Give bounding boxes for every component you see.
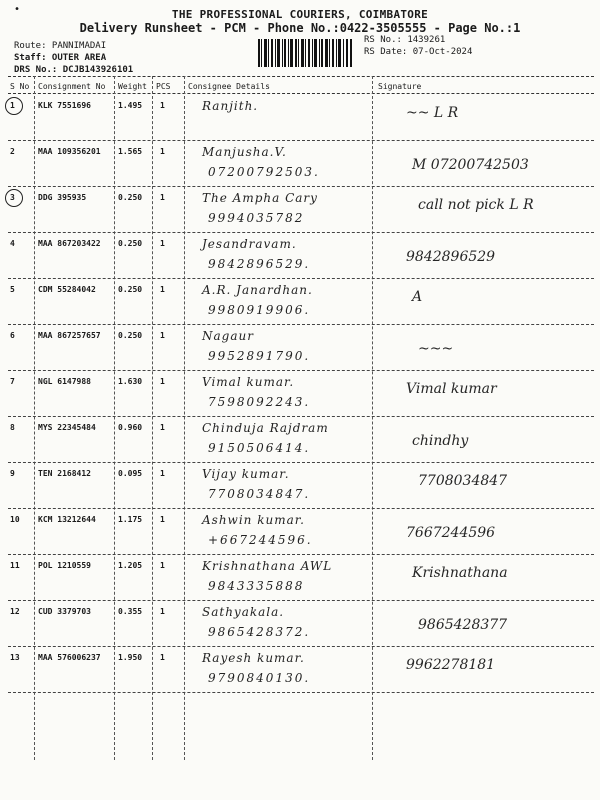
col-pcs: PCS (156, 82, 171, 91)
consignee-phone: 9994035782 (208, 211, 305, 225)
weight-value: 0.095 (118, 469, 143, 478)
consignee-phone: 9980919906. (208, 303, 311, 317)
pieces-value: 1 (160, 561, 165, 570)
serial-number: 4 (10, 239, 15, 248)
consignee-phone: 7598092243. (208, 395, 311, 409)
table-row (8, 95, 594, 141)
consignee-name: Vimal kumar. (202, 375, 295, 389)
weight-value: 1.950 (118, 653, 143, 662)
meta-left (14, 40, 133, 76)
consignee-phone: 9842896529. (208, 257, 311, 271)
route-text: Route: PANNIMADAI (14, 41, 107, 51)
circled-serial-mark (5, 97, 23, 115)
header-bottom-rule (8, 93, 594, 94)
weight-value: 0.250 (118, 193, 143, 202)
consignee-name: Ashwin kumar. (202, 513, 305, 527)
serial-number: 1 (10, 101, 15, 110)
consignment-number: MAA 867203422 (38, 239, 101, 248)
consignee-phone: +667244596. (208, 533, 313, 547)
consignment-number: KLK 7551696 (38, 101, 91, 110)
rs-date-text: RS Date: 07-Oct-2024 (364, 47, 473, 57)
consignee-name: Jesandravam. (202, 237, 297, 251)
pieces-value: 1 (160, 607, 165, 616)
pieces-value: 1 (160, 377, 165, 386)
pieces-value: 1 (160, 515, 165, 524)
pieces-value: 1 (160, 423, 165, 432)
table-row (8, 601, 594, 647)
pieces-value: 1 (160, 653, 165, 662)
serial-number: 3 (10, 193, 15, 202)
serial-number: 10 (10, 515, 20, 524)
weight-value: 1.495 (118, 101, 143, 110)
consignment-number: MYS 22345484 (38, 423, 96, 432)
serial-number: 11 (10, 561, 20, 570)
signature-scribble: Krishnathana (412, 565, 508, 581)
weight-value: 1.175 (118, 515, 143, 524)
staff-text: Staff: OUTER AREA (14, 53, 107, 63)
corner-mark: • (14, 4, 21, 15)
signature-scribble: Vimal kumar (406, 381, 497, 397)
serial-number: 7 (10, 377, 15, 386)
col-signature: Signature (378, 82, 422, 91)
serial-number: 8 (10, 423, 15, 432)
consignment-number: MAA 109356201 (38, 147, 101, 156)
table-row (8, 417, 594, 463)
table-row (8, 187, 594, 233)
table-row (8, 141, 594, 187)
serial-number: 12 (10, 607, 20, 616)
weight-value: 1.630 (118, 377, 143, 386)
signature-scribble: A (412, 289, 423, 305)
signature-scribble: call not pick L R (418, 197, 534, 213)
serial-number: 9 (10, 469, 15, 478)
consignee-name: Chinduja Rajdram (202, 421, 329, 435)
consignee-name: Vijay kumar. (202, 467, 290, 481)
company-title: THE PROFESSIONAL COURIERS, COIMBATORE (171, 8, 429, 21)
consignee-name: Ranjith. (202, 99, 259, 113)
signature-scribble: ~~ L R (406, 105, 459, 121)
consignee-phone: 7708034847. (208, 487, 311, 501)
table-row (8, 463, 594, 509)
serial-number: 2 (10, 147, 15, 156)
circled-serial-mark (5, 189, 23, 207)
serial-number: 6 (10, 331, 15, 340)
pieces-value: 1 (160, 193, 165, 202)
row-separator (8, 692, 594, 693)
consignment-number: DDG 395935 (38, 193, 87, 202)
consignee-name: Sathyakala. (202, 605, 285, 619)
signature-scribble: 9962278181 (406, 657, 496, 673)
col-sno: S No (10, 82, 30, 91)
weight-value: 0.960 (118, 423, 143, 432)
consignee-phone: 9952891790. (208, 349, 311, 363)
consignee-name: Manjusha.V. (202, 145, 287, 159)
col-consignment: Consignment No (38, 82, 106, 91)
consignee-phone: 07200792503. (208, 165, 320, 179)
consignee-name: A.R. Janardhan. (202, 283, 313, 297)
table-row (8, 371, 594, 417)
consignment-number: POL 1210559 (38, 561, 91, 570)
pieces-value: 1 (160, 147, 165, 156)
serial-number: 13 (10, 653, 20, 662)
weight-value: 1.205 (118, 561, 143, 570)
header-top-rule (8, 76, 594, 77)
consignee-name: The Ampha Cary (202, 191, 318, 205)
table-row (8, 279, 594, 325)
consignee-name: Rayesh kumar. (202, 651, 305, 665)
consignee-phone: 9150506414. (208, 441, 311, 455)
table-row (8, 233, 594, 279)
consignment-number: CUD 3379703 (38, 607, 91, 616)
consignee-name: Nagaur (202, 329, 254, 343)
drs-text: DRS No.: DCJB143926101 (14, 65, 134, 75)
table-row (8, 647, 594, 693)
serial-number: 5 (10, 285, 15, 294)
barcode-image (258, 39, 352, 67)
signature-scribble: ~~~ (418, 341, 454, 357)
consignment-number: MAA 576006237 (38, 653, 101, 662)
pieces-value: 1 (160, 285, 165, 294)
signature-scribble: chindhy (412, 433, 469, 449)
table-row (8, 555, 594, 601)
consignee-phone: 9790840130. (208, 671, 311, 685)
weight-value: 1.565 (118, 147, 143, 156)
consignment-number: KCM 13212644 (38, 515, 96, 524)
rs-no-text: RS No.: 1439261 (364, 35, 446, 45)
pieces-value: 1 (160, 331, 165, 340)
consignment-number: MAA 867257657 (38, 331, 101, 340)
consignee-name: Krishnathana AWL (202, 559, 333, 573)
weight-value: 0.250 (118, 285, 143, 294)
signature-scribble: 7708034847 (418, 473, 508, 489)
consignment-number: TEN 2168412 (38, 469, 91, 478)
pieces-value: 1 (160, 239, 165, 248)
col-weight: Weight (118, 82, 147, 91)
signature-scribble: M 07200742503 (412, 157, 529, 173)
consignment-number: CDM 55284042 (38, 285, 96, 294)
runsheet-subtitle: Delivery Runsheet - PCM - Phone No.:0422-3505555 - Page No.:1 (79, 21, 521, 35)
signature-scribble: 9865428377 (418, 617, 508, 633)
signature-scribble: 7667244596 (406, 525, 496, 541)
pieces-value: 1 (160, 469, 165, 478)
consignee-phone: 9843335888 (208, 579, 305, 593)
consignment-number: NGL 6147988 (38, 377, 91, 386)
col-details: Consignee Details (188, 82, 270, 91)
meta-right (364, 34, 472, 58)
pieces-value: 1 (160, 101, 165, 110)
table-row (8, 325, 594, 371)
signature-scribble: 9842896529 (406, 249, 496, 265)
consignee-phone: 9865428372. (208, 625, 311, 639)
weight-value: 0.355 (118, 607, 143, 616)
table-row (8, 509, 594, 555)
weight-value: 0.250 (118, 331, 143, 340)
weight-value: 0.250 (118, 239, 143, 248)
